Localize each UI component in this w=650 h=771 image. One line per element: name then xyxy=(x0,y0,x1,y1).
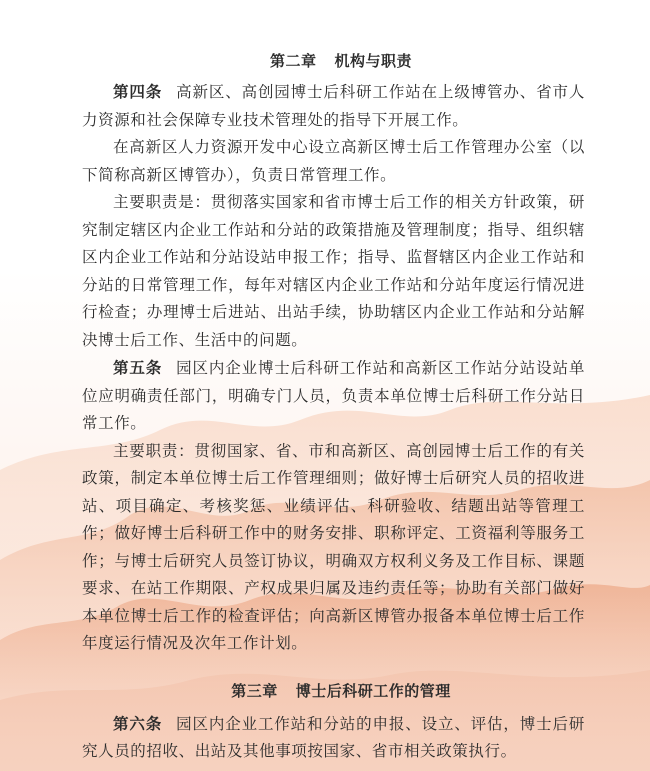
article-4-label: 第四条 xyxy=(113,82,163,101)
chapter-2-label: 第二章 xyxy=(269,52,317,70)
chapter-2-heading xyxy=(97,50,585,72)
article-5-text: 园区内企业博士后科研工作站和高新区工作站分站设站单位应明确责任部门，明确专门人员，负责本单位博士后科研工作分站日常工作。 xyxy=(82,359,585,432)
article-5 xyxy=(82,354,585,438)
document-body xyxy=(82,50,585,766)
chapter-3-heading xyxy=(97,680,585,702)
chapter-3-title: 博士后科研工作的管理 xyxy=(295,681,451,700)
paragraph-office-duties: 主要职责是：贯彻落实国家和省市博士后工作的相关方针政策，研究制定辖区内企业工作站和分站的政策措施及管理制度；指导、组织辖区内企业工作站和分站设站申报工作；指导、监督辖区内企业工作站和分站的日常管理工作，每年对辖区内企业工作站和分站年度运行情况进行检查；办理博士后进站、出站手续，协助辖区内企业工作站和分站解决博士后工作、生活中的问题。 xyxy=(82,193,585,349)
article-6-label: 第六条 xyxy=(113,713,163,733)
chapter-2-title: 机构与职责 xyxy=(334,52,413,70)
chapter-3-label: 第三章 xyxy=(231,681,278,700)
article-6 xyxy=(82,710,585,766)
article-6-text: 园区内企业工作站和分站的申报、设立、评估，博士后研究人员的招收、出站及其他事项按国家、省市相关政策执行。 xyxy=(82,714,585,760)
paragraph-unit-duties: 主要职责：贯彻国家、省、市和高新区、高创园博士后工作的有关政策，制定本单位博士后工作管理细则；做好博士后研究人员的招收进站、项目确定、考核奖惩、业绩评估、科研验收、结题出站等管理工作；做好博士后科研工作中的财务安排、职称评定、工资福利等服务工作；与博士后研究人员签订协议，明确双方权利义务及工作目标、课题要求、在站工作期限、产权成果归属及违约责任等；协助有关部门做好本单位博士后工作的检查评估；向高新区博管办报备本单位博士后工作年度运行情况及次年工作计划。 xyxy=(82,441,585,652)
article-4-text: 高新区、高创园博士后科研工作站在上级博管办、省市人力资源和社会保障专业技术管理处的指导下开展工作。 xyxy=(82,83,585,129)
paragraph-office: 在高新区人力资源开发中心设立高新区博士后工作管理办公室（以下简称高新区博管办），负责日常管理工作。 xyxy=(82,138,585,184)
article-5-label: 第五条 xyxy=(113,358,163,377)
article-4 xyxy=(82,78,585,134)
